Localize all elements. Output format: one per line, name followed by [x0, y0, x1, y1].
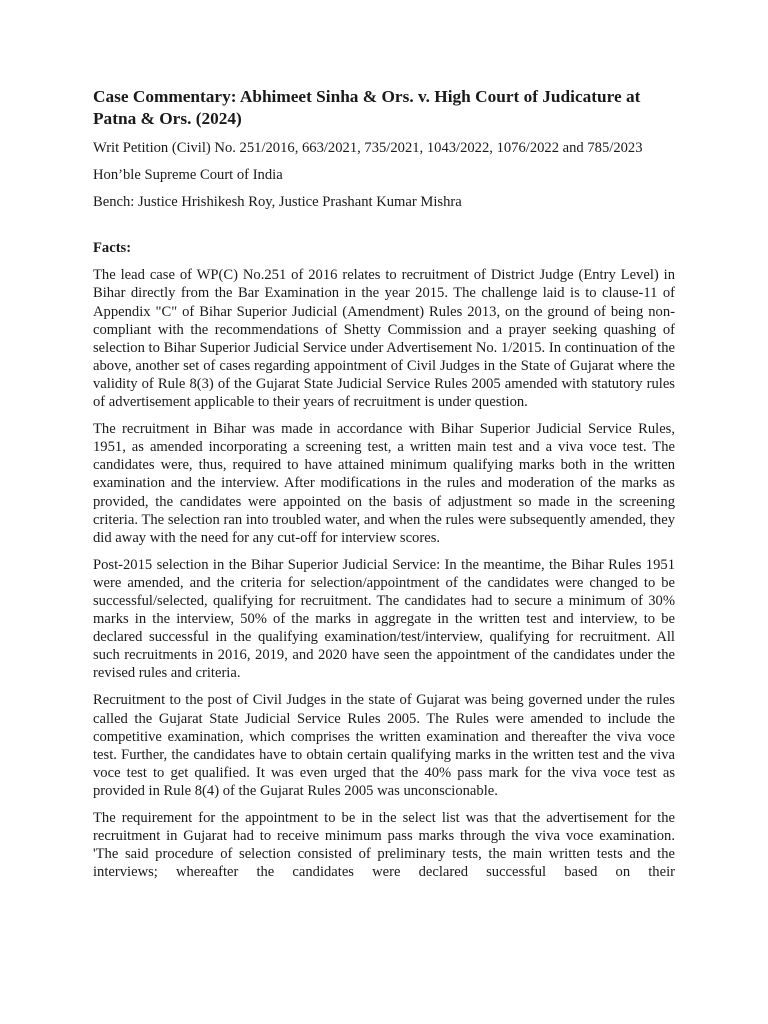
paragraph-2: The recruitment in Bihar was made in accordance with Bihar Superior Judicial Service Rules, 1951, as amended incorporating a screening test, a written main test and a viva voce test. The candidates were, thus, required to have attained minimum qualifying marks both in the written examination and the interview. After modifications in the rules and moderation of the marks as provided, the candidates were appointed on the basis of adjustment so made in the screening criteria. The selection ran into troubled water, and when the rules were subsequently amended, they did away with the need for any cut-off for interview scores. — [93, 421, 675, 546]
paragraph-1: The lead case of WP(C) No.251 of 2016 relates to recruitment of District Judge (Entry Level) in Bihar directly from the Bar Examination in the year 2015. The challenge laid is to clause-11 of Appendix "C" of Bihar Superior Judicial (Amendment) Rules 2013, on the ground of being non-compliant with the recommendations of Shetty Commission and a prayer seeking quashing of selection to Bihar Superior Judicial Service under Advertisement No. 1/2015. In continuation of the above, another set of cases regarding appointment of Civil Judges in the State of Gujarat where the validity of Rule 8(3) of the Gujarat State Judicial Service Rules 2005 amended with statutory rules of advertisement applicable to their years of recruitment is under question. — [93, 267, 675, 411]
facts-heading: Facts: — [93, 240, 132, 257]
paragraph-5: The requirement for the appointment to be in the select list was that the advertisement for the recruitment in Gujarat had to receive minimum pass marks through the viva voce examination. 'The said procedure of selection consisted of preliminary tests, the main written tests and the interviews; whereafter the candidates were declared successful based on their — [93, 810, 675, 881]
bench-info: Bench: Justice Hrishikesh Roy, Justice Prashant Kumar Mishra — [93, 194, 462, 211]
spacer — [93, 220, 675, 239]
paragraph-4: Recruitment to the post of Civil Judges in the state of Gujarat was being governed under the rules called the Gujarat State Judicial Service Rules 2005. The Rules were amended to include the competitive examination, which comprises the written examination and thereafter the viva voce test. Further, the candidates have to obtain certain qualifying marks in the written test and the viva voce test to get qualified. It was even urged that the 40% pass mark for the viva voce test as provided in Rule 8(4) of the Gujarat Rules 2005 was unconscionable. — [93, 692, 675, 799]
document-page — [93, 86, 675, 890]
court-name: Hon’ble Supreme Court of India — [93, 167, 283, 184]
document-title: Case Commentary: Abhimeet Sinha & Ors. v. High Court of Judicature at Patna & Ors. (2024) — [93, 87, 641, 128]
paragraph-3: Post-2015 selection in the Bihar Superior Judicial Service: In the meantime, the Bihar Rules 1951 were amended, and the criteria for selection/appointment of the candidates were changed to be successful/selected, qualifying for recruitment. The candidates had to secure a minimum of 30% marks in the interview, 50% of the marks in aggregate in the written test and interview, to be declared successful in the qualifying examination/test/interview, qualifying for recruitment. All such recruitments in 2016, 2019, and 2020 have seen the appointment of the candidates under the revised rules and criteria. — [93, 556, 675, 682]
petition-numbers: Writ Petition (Civil) No. 251/2016, 663/2021, 735/2021, 1043/2022, 1076/2022 and 785/2023 — [93, 140, 643, 156]
